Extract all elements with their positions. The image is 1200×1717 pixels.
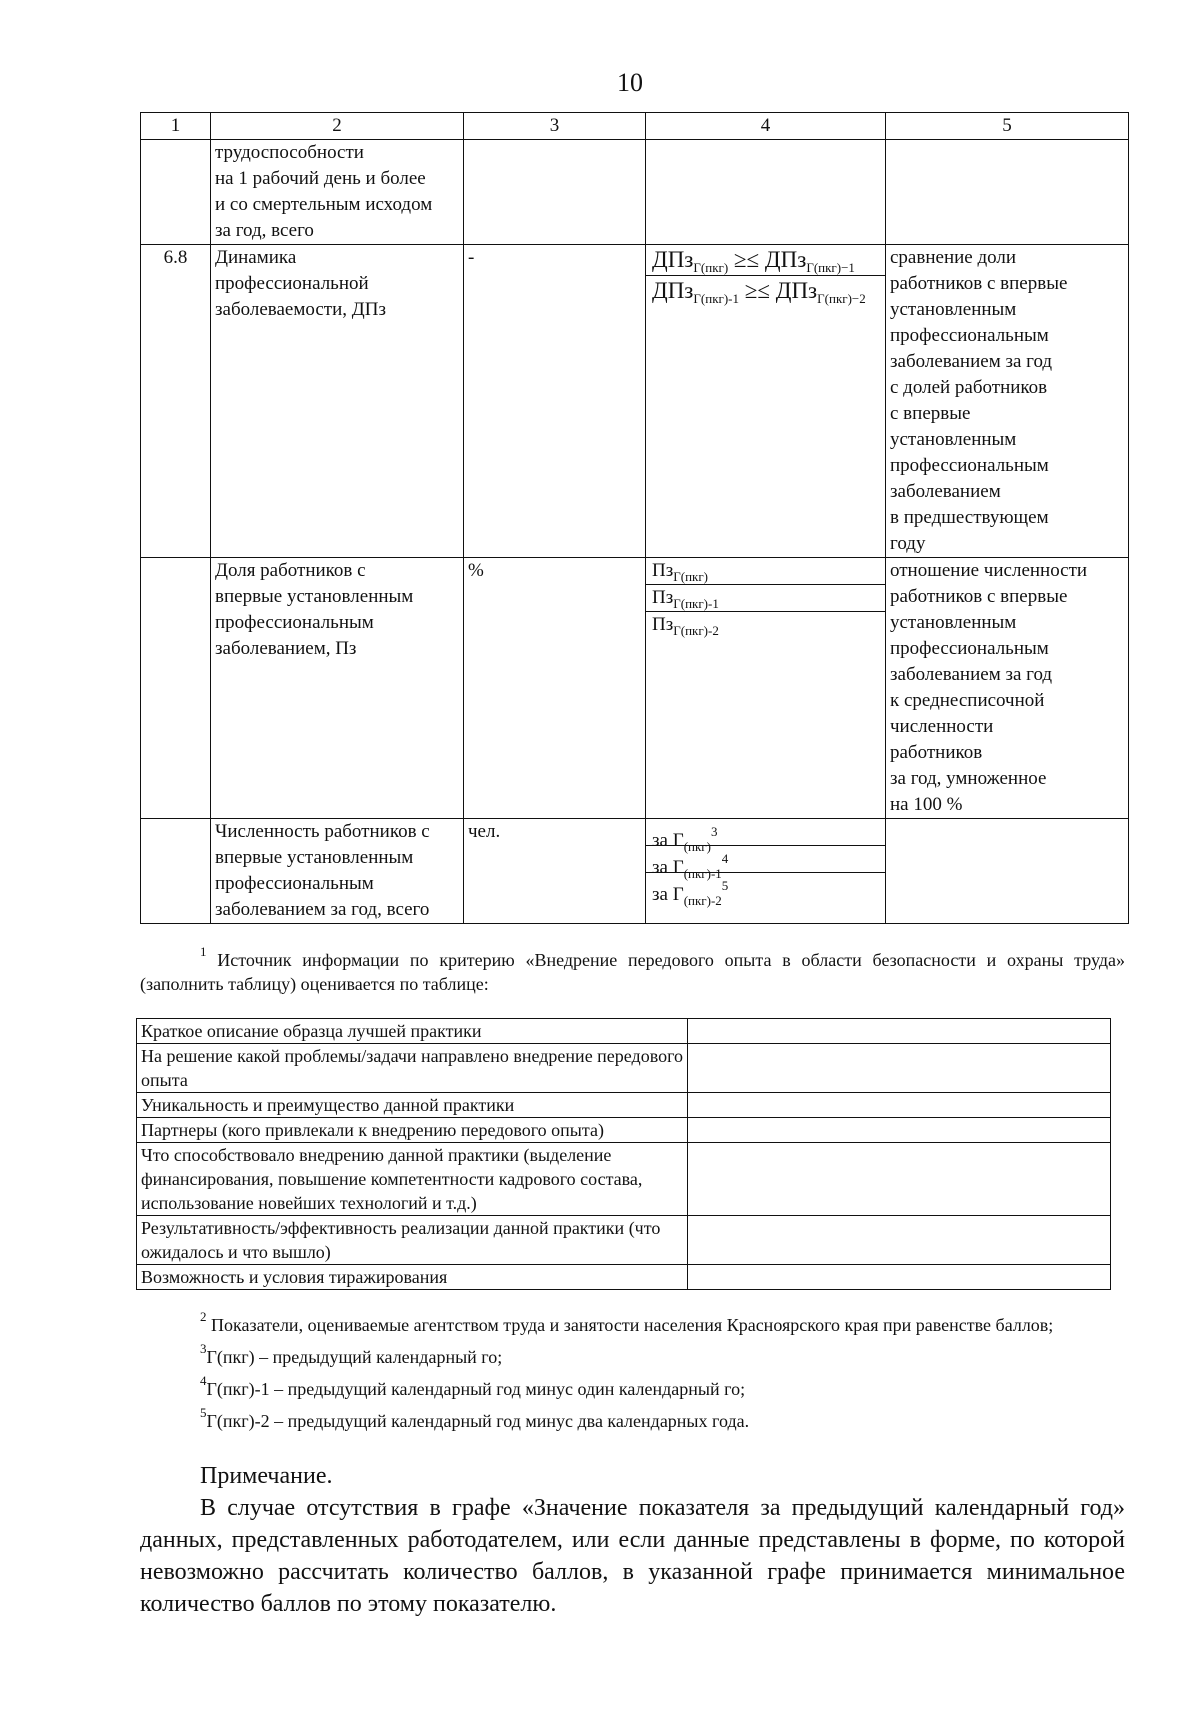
- header-cell: 4: [646, 113, 886, 140]
- best-practice-table: [136, 1018, 1111, 1290]
- practice-value: [688, 1216, 1111, 1265]
- page-number: 10: [617, 68, 643, 97]
- formula-cell: [646, 245, 886, 558]
- value-cell: [646, 140, 886, 245]
- method-cell: [886, 819, 1129, 924]
- practice-label: Краткое описание образца лучшей практики: [137, 1019, 688, 1044]
- footnote-mark: 1: [200, 944, 207, 959]
- footnote-3: $^3$Г(пкг) – предыдущий календарный го;: [200, 1341, 503, 1367]
- indicator-cell: Доля работников с впервые установленным профессиональным заболеванием, Пз: [211, 558, 464, 819]
- row-number: [141, 558, 211, 819]
- unit-cell: [464, 140, 646, 245]
- period-line: за $Г_{(пкг)}^3$: [646, 819, 885, 846]
- table-row: [137, 1216, 1111, 1265]
- table-header-row: [141, 113, 1129, 140]
- note-text: В случае отсутствия в графе «Значение показателя за предыдущий календарный год» данных, представленных работодателем, или если данные представлены в форме, по которой невозможно рассчитать количество баллов, в указанной графе принимается минимальное количество баллов по этому показателю.: [140, 1495, 1125, 1617]
- indicator-cell: трудоспособности на 1 рабочий день и более и со смертельным исходом за год, всего: [211, 140, 464, 245]
- table-row: [137, 1093, 1111, 1118]
- value-line: $Пз_{Г(пкг)-1}$: [646, 585, 885, 612]
- value-line: $Пз_{Г(пкг)-2}$: [652, 614, 719, 638]
- row-number: [141, 819, 211, 924]
- footnote-2: $^2$ Показатели, оцениваемые агентством труда и занятости населения Красноярского края при равенстве баллов;: [200, 1309, 1054, 1335]
- formula-line: ДПз$_{Г(пкг)}$ ≥≤ ДПз$_{Г(пкг)-1}$: [646, 245, 885, 276]
- row-number: [141, 140, 211, 245]
- practice-label: На решение какой проблемы/задачи направлено внедрение передового опыта: [137, 1044, 688, 1093]
- footnote-1: [140, 940, 1125, 996]
- table-row: [137, 1044, 1111, 1093]
- footnote-4: $^4$Г(пкг)-1 – предыдущий календарный год минус один календарный го;: [200, 1373, 746, 1399]
- practice-value: [688, 1118, 1111, 1143]
- header-cell: 2: [211, 113, 464, 140]
- unit-cell: -: [464, 245, 646, 558]
- indicator-cell: Динамика профессиональной заболеваемости, ДПз: [211, 245, 464, 558]
- practice-label: Партнеры (кого привлекали к внедрению передового опыта): [137, 1118, 688, 1143]
- table-row: [141, 558, 1129, 819]
- table-row: [137, 1143, 1111, 1216]
- row-number: 6.8: [141, 245, 211, 558]
- practice-label: Что способствовало внедрению данной практики (выделение финансирования, повышение компетентности кадрового состава, использование новейших технологий и т.д.): [137, 1143, 688, 1216]
- formula-cell: [646, 819, 886, 924]
- practice-value: [688, 1019, 1111, 1044]
- indicator-cell: Численность работников с впервые установленным профессиональным заболеванием за год, всего: [211, 819, 464, 924]
- practice-label: Результативность/эффективность реализации данной практики (что ожидалось и что вышло): [137, 1216, 688, 1265]
- footnote-5: $^5$Г(пкг)-2 – предыдущий календарный год минус два календарных года.: [200, 1405, 750, 1431]
- formula-line: ДПз$_{Г(пкг)-1}$ ≥≤ ДПз$_{Г(пкг)-2}$: [652, 278, 866, 306]
- method-cell: [886, 140, 1129, 245]
- table-row: [141, 140, 1129, 245]
- practice-label: Уникальность и преимущество данной практики: [137, 1093, 688, 1118]
- formula-cell: [646, 558, 886, 819]
- practice-value: [688, 1093, 1111, 1118]
- table-row: [137, 1265, 1111, 1290]
- table-row: [141, 245, 1129, 558]
- period-line: за $Г_{(пкг)-2}^5$: [652, 878, 729, 908]
- header-cell: 3: [464, 113, 646, 140]
- practice-value: [688, 1044, 1111, 1093]
- note-title: Примечание.: [200, 1463, 333, 1489]
- unit-cell: %: [464, 558, 646, 819]
- table-row: [141, 819, 1129, 924]
- period-line: за $Г_{(пкг)-1}^4$: [646, 846, 885, 873]
- header-cell: 1: [141, 113, 211, 140]
- practice-label: Возможность и условия тиражирования: [137, 1265, 688, 1290]
- footnotes: [140, 1305, 1125, 1433]
- table-row: [137, 1118, 1111, 1143]
- table-row: [137, 1019, 1111, 1044]
- criteria-table: [140, 112, 1129, 924]
- method-cell: отношение численности работников с впервые установленным профессиональным заболеванием за год к среднесписочной численности работников за год, умноженное на 100 %: [886, 558, 1129, 819]
- value-line: $Пз_{Г(пкг)}$: [646, 558, 885, 585]
- footnote-text: Источник информации по критерию «Внедрение передового опыта в области безопасности и охраны труда» (заполнить таблицу) оценивается по таблице:: [140, 950, 1125, 994]
- header-cell: 5: [886, 113, 1129, 140]
- unit-cell: чел.: [464, 819, 646, 924]
- method-cell: сравнение доли работников с впервые установленным профессиональным заболеванием за год с долей работников с впервые установленным профессиональным заболеванием в предшествующем году: [886, 245, 1129, 558]
- note-section: [140, 1460, 1125, 1620]
- practice-value: [688, 1265, 1111, 1290]
- practice-value: [688, 1143, 1111, 1216]
